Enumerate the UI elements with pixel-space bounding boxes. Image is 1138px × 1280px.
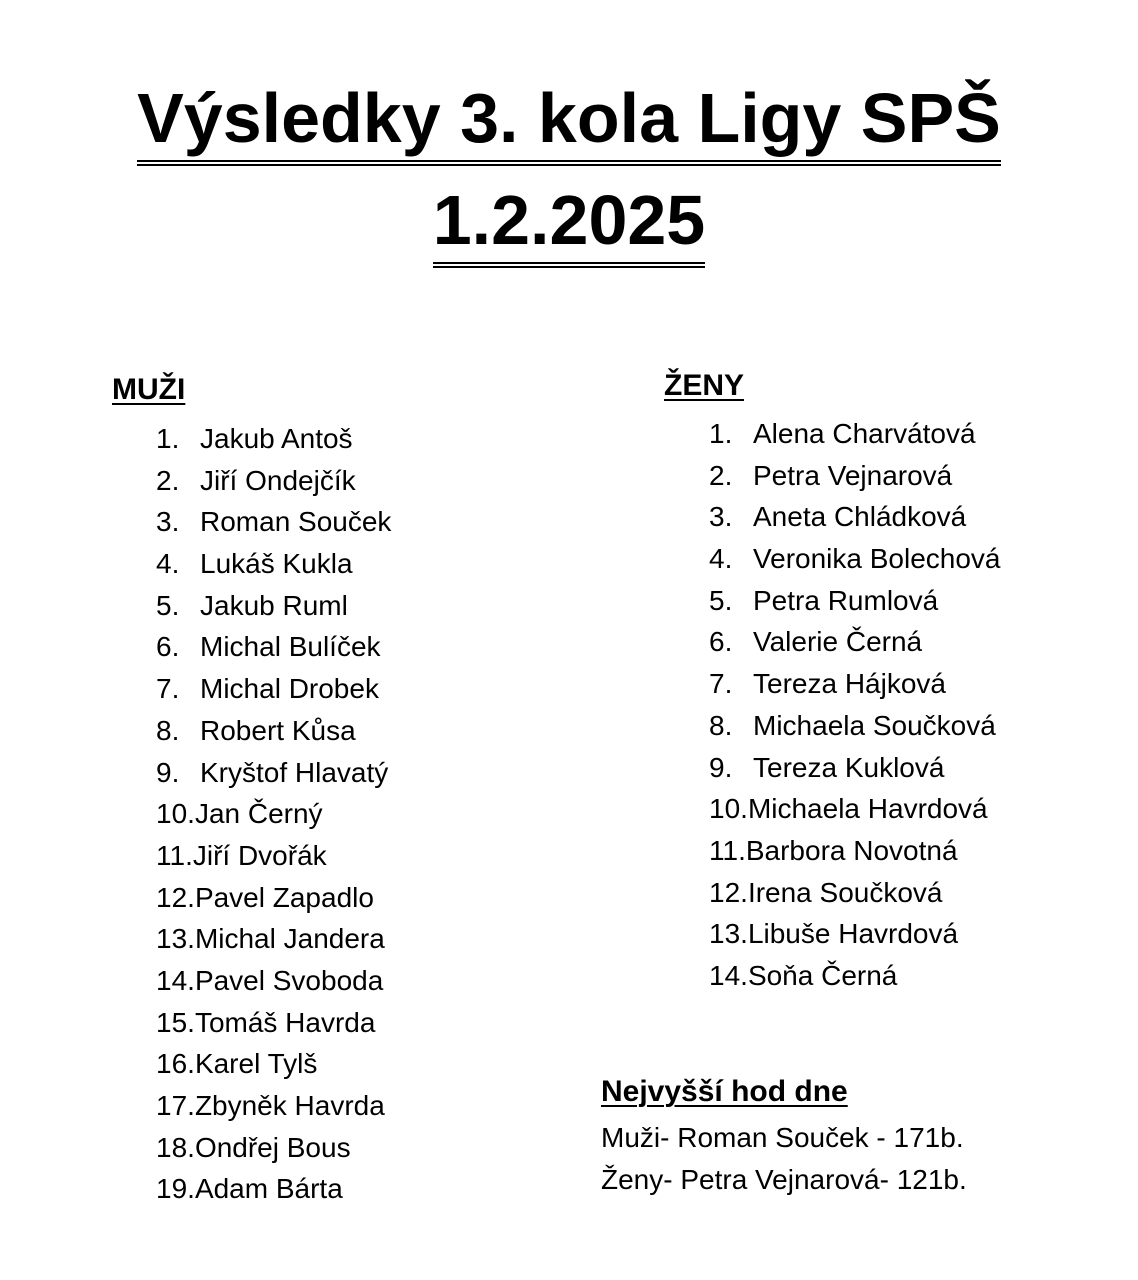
rank-number: 10. bbox=[156, 798, 195, 830]
list-item bbox=[709, 621, 1001, 663]
competitor-name: Pavel Svoboda bbox=[194, 964, 384, 996]
competitor-name: Valerie Černá bbox=[753, 626, 923, 658]
competitor-name: Libuše Havrdová bbox=[747, 918, 959, 950]
rank-number: 5. bbox=[156, 589, 180, 621]
list-item bbox=[156, 543, 391, 585]
list-item bbox=[156, 585, 391, 627]
event-date-text: 1.2.2025 bbox=[433, 180, 705, 268]
competitor-name: Pavel Zapadlo bbox=[194, 881, 374, 913]
list-item bbox=[156, 1043, 391, 1085]
list-item bbox=[156, 668, 391, 710]
event-date bbox=[0, 180, 1138, 268]
rank-number: 7. bbox=[156, 673, 180, 705]
competitor-name: Petra Rumlová bbox=[753, 584, 939, 616]
competitor-name: Tereza Hájková bbox=[753, 668, 946, 700]
competitor-name: Michal Drobek bbox=[200, 673, 379, 705]
rank-number: 14. bbox=[156, 964, 195, 996]
page-title-text: Výsledky 3. kola Ligy SPŠ bbox=[137, 78, 1001, 166]
list-item bbox=[709, 413, 1001, 455]
competitor-name: Veronika Bolechová bbox=[753, 543, 1001, 575]
competitor-name: Aneta Chládková bbox=[753, 501, 967, 533]
competitor-name: Ondřej Bous bbox=[194, 1131, 351, 1163]
rank-number: 12. bbox=[709, 876, 748, 908]
rank-number: 11. bbox=[709, 834, 746, 866]
list-item bbox=[709, 747, 1001, 789]
rank-number: 4. bbox=[709, 543, 733, 575]
list-item bbox=[156, 793, 391, 835]
competitor-name: Petra Vejnarová bbox=[753, 459, 953, 491]
list-item bbox=[709, 955, 1001, 997]
list-item bbox=[709, 455, 1001, 497]
rank-number: 9. bbox=[709, 751, 733, 783]
rank-number: 10. bbox=[709, 793, 748, 825]
competitor-name: Tomáš Havrda bbox=[194, 1006, 376, 1038]
list-item bbox=[156, 752, 391, 794]
rank-number: 18. bbox=[156, 1131, 195, 1163]
list-item bbox=[156, 460, 391, 502]
rank-number: 5. bbox=[709, 584, 733, 616]
competitor-name: Karel Tylš bbox=[194, 1048, 318, 1080]
list-item bbox=[709, 788, 1001, 830]
competitor-name: Michal Jandera bbox=[194, 923, 385, 955]
women-results-list bbox=[709, 413, 1001, 997]
rank-number: 15. bbox=[156, 1006, 195, 1038]
rank-number: 4. bbox=[156, 548, 180, 580]
competitor-name: Zbyněk Havrda bbox=[194, 1090, 385, 1121]
rank-number: 6. bbox=[709, 626, 733, 658]
list-item bbox=[709, 496, 1001, 538]
competitor-name: Soňa Černá bbox=[747, 959, 898, 991]
rank-number: 1. bbox=[156, 423, 180, 454]
list-item bbox=[156, 1127, 391, 1169]
rank-number: 16. bbox=[156, 1048, 195, 1080]
competitor-name: Jakub Antoš bbox=[200, 423, 353, 454]
list-item bbox=[709, 705, 1001, 747]
list-item bbox=[156, 1002, 391, 1044]
list-item bbox=[156, 877, 391, 919]
rank-number: 6. bbox=[156, 631, 180, 663]
list-item bbox=[156, 918, 391, 960]
rank-number: 14. bbox=[709, 959, 748, 991]
list-item bbox=[709, 538, 1001, 580]
competitor-name: Michal Bulíček bbox=[200, 631, 381, 663]
competitor-name: Irena Součková bbox=[747, 876, 943, 908]
rank-number: 19. bbox=[156, 1173, 195, 1205]
list-item bbox=[156, 710, 391, 752]
list-item bbox=[156, 960, 391, 1002]
best-throw-men: Muži- Roman Souček - 171b. bbox=[601, 1122, 964, 1153]
rank-number: 7. bbox=[709, 668, 733, 700]
rank-number: 13. bbox=[709, 918, 748, 950]
competitor-name: Roman Souček bbox=[200, 506, 392, 538]
list-item bbox=[156, 1085, 391, 1127]
competitor-name: Michaela Havrdová bbox=[747, 793, 988, 825]
rank-number: 1. bbox=[709, 418, 733, 449]
rank-number: 11. bbox=[156, 839, 193, 871]
list-item bbox=[709, 663, 1001, 705]
men-heading: MUŽI bbox=[112, 373, 186, 406]
rank-number: 2. bbox=[709, 459, 733, 491]
competitor-name: Jan Černý bbox=[194, 798, 323, 830]
rank-number: 9. bbox=[156, 756, 180, 788]
list-item bbox=[709, 913, 1001, 955]
page-title bbox=[0, 78, 1138, 166]
rank-number: 8. bbox=[709, 709, 733, 741]
list-item bbox=[709, 580, 1001, 622]
competitor-name: Jakub Ruml bbox=[200, 589, 348, 621]
women-heading: ŽENY bbox=[664, 369, 745, 402]
list-item bbox=[156, 1168, 391, 1210]
list-item bbox=[156, 418, 391, 460]
list-item bbox=[709, 830, 1001, 872]
competitor-name: Barbora Novotná bbox=[745, 834, 958, 866]
competitor-name: Robert Kůsa bbox=[200, 714, 356, 746]
competitor-name: Lukáš Kukla bbox=[200, 548, 353, 580]
competitor-name: Alena Charvátová bbox=[753, 418, 976, 449]
list-item bbox=[709, 872, 1001, 914]
list-item bbox=[156, 835, 391, 877]
competitor-name: Adam Bárta bbox=[194, 1173, 343, 1205]
competitor-name: Jiří Dvořák bbox=[192, 839, 327, 871]
list-item bbox=[156, 626, 391, 668]
best-throw-heading: Nejvyšší hod dne bbox=[601, 1075, 848, 1108]
rank-number: 12. bbox=[156, 881, 195, 913]
competitor-name: Michaela Součková bbox=[753, 709, 996, 741]
rank-number: 2. bbox=[156, 464, 180, 496]
competitor-name: Tereza Kuklová bbox=[753, 751, 945, 783]
rank-number: 3. bbox=[156, 506, 180, 538]
rank-number: 17. bbox=[156, 1090, 195, 1121]
rank-number: 8. bbox=[156, 714, 180, 746]
competitor-name: Kryštof Hlavatý bbox=[200, 756, 389, 788]
list-item bbox=[156, 501, 391, 543]
best-throw-women: Ženy- Petra Vejnarová- 121b. bbox=[601, 1164, 967, 1195]
men-results-list bbox=[156, 418, 391, 1210]
rank-number: 3. bbox=[709, 501, 733, 533]
rank-number: 13. bbox=[156, 923, 195, 955]
competitor-name: Jiří Ondejčík bbox=[200, 464, 356, 496]
